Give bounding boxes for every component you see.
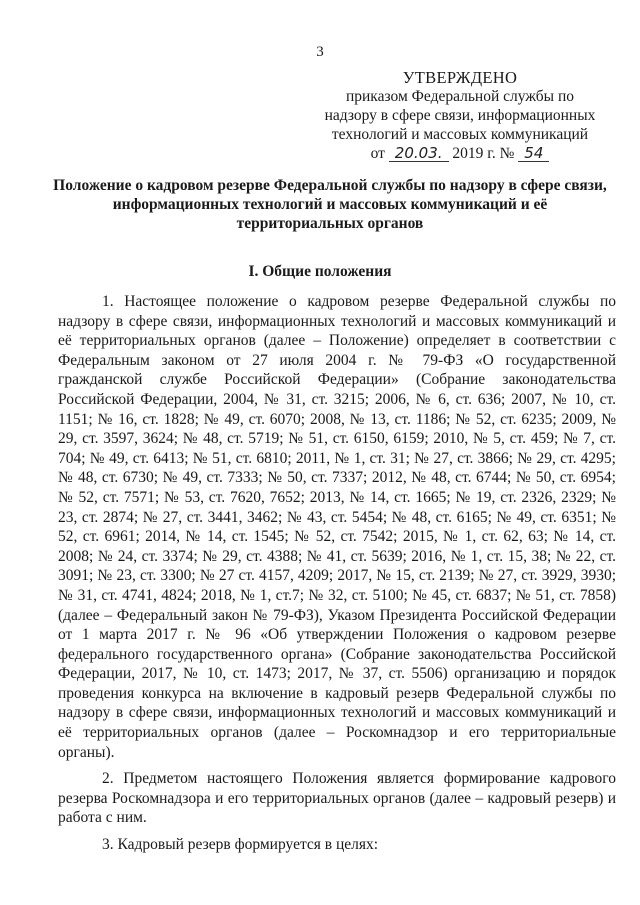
paragraph-2: 2. Предметом настоящего Положения является формирование кадрового резерва Роскомнадзора и его территориальных органов (далее – кадровый резерв) и работа с ним. xyxy=(58,770,616,827)
page-number: 3 xyxy=(316,44,324,60)
approval-line-3: технологий и массовых коммуникаций xyxy=(331,126,589,143)
approval-date-line xyxy=(300,144,620,163)
approval-line-2: надзору в сфере связи, информационных xyxy=(324,107,596,124)
paragraph-1: 1. Настоящее положение о кадровом резерве Федеральной службы по надзору в сфере связи, информационных технологий и массовых коммуникаций и её территориальных органов (далее – Положение) определяет в соответствии с Федеральным законом от 27 июля 2004 г. № 79-ФЗ «О государственной гражданской службе Российской Федерации» (Собрание законодательства Российской Федерации, 2004, № 31, ст. 3215; 2006, № 6, ст. 636; 2007, № 10, ст. 1151; № 16, ст. 1828; № 49, ст. 6070; 2008, № 13, ст. 1186; № 52, ст. 6235; 2009, № 29, ст. 3597, 3624; № 48, ст. 5719; № 51, ст. 6150, 6159; 2010, № 5, ст. 459; № 7, ст. 704; № 49, ст. 6413; № 51, ст. 6810; 2011, № 1, ст. 31; № 27, ст. 3866; № 29, ст. 4295; № 48, ст. 6730; № 49, ст. 7333; № 50, ст. 7337; 2012, № 48, ст. 6744; № 50, ст. 6954; № 52, ст. 7571; № 53, ст. 7620, 7652; 2013, № 14, ст. 1665; № 19, ст. 2326, 2329; № 23, ст. 2874; № 27, ст. 3441, 3462; № 43, ст. 5454; № 48, ст. 6165; № 49, ст. 6351; № 52, ст. 6961; 2014, № 14, ст. 1545; № 52, ст. 7542; 2015, № 1, ст. 62, 63; № 14, ст. 2008; № 24, ст. 3374; № 29, ст. 4388; № 41, ст. 5639; 2016, № 1, ст. 15, 38; № 22, ст. 3091; № 23, ст. 3300; № 27 ст. 4157, 4209; 2017, № 15, ст. 2139; № 27, ст. 3929, 3930; № 31, ст. 4741, 4824; 2018, № 1, ст.7; № 32, ст. 5100; № 45, ст. 6837; № 51, ст. 7858) (далее – Федеральный закон № 79-ФЗ), Указом Президента Российской Федерации от 1 марта 2017 г. № 96 «Об утверждении Положения о кадровом резерве федерального государственного органа» (Собрание законодательства Российской Федерации, 2017, № 10, ст. 1473; 2017, № 37, ст. 5506) организацию и порядок проведения конкурса на включение в кадровый резерв Федеральной службы по надзору в сфере связи, информационных технологий и массовых коммуникаций и её территориальных органов (далее – Роскомнадзор и его территориальные органы). xyxy=(58,293,616,761)
handwritten-order-number: 54 xyxy=(518,146,549,162)
approval-line-1: приказом Федеральной службы по xyxy=(345,88,575,105)
date-year: 2019 г. № xyxy=(452,145,515,162)
paragraph-3: 3. Кадровый резерв формируется в целях: xyxy=(102,836,379,854)
date-prefix: от xyxy=(370,145,385,162)
section-heading: I. Общие положения xyxy=(248,263,392,280)
approval-block xyxy=(300,68,620,163)
document-body xyxy=(58,292,616,862)
handwritten-date: 20.03. xyxy=(389,146,449,162)
approval-title: УТВЕРЖДЕНО xyxy=(402,68,518,87)
document-title: Положение о кадровом резерве Федеральной службы по надзору в сфере связи, информационных технологий и массовых коммуникаций и её территориальных органов xyxy=(53,177,607,232)
